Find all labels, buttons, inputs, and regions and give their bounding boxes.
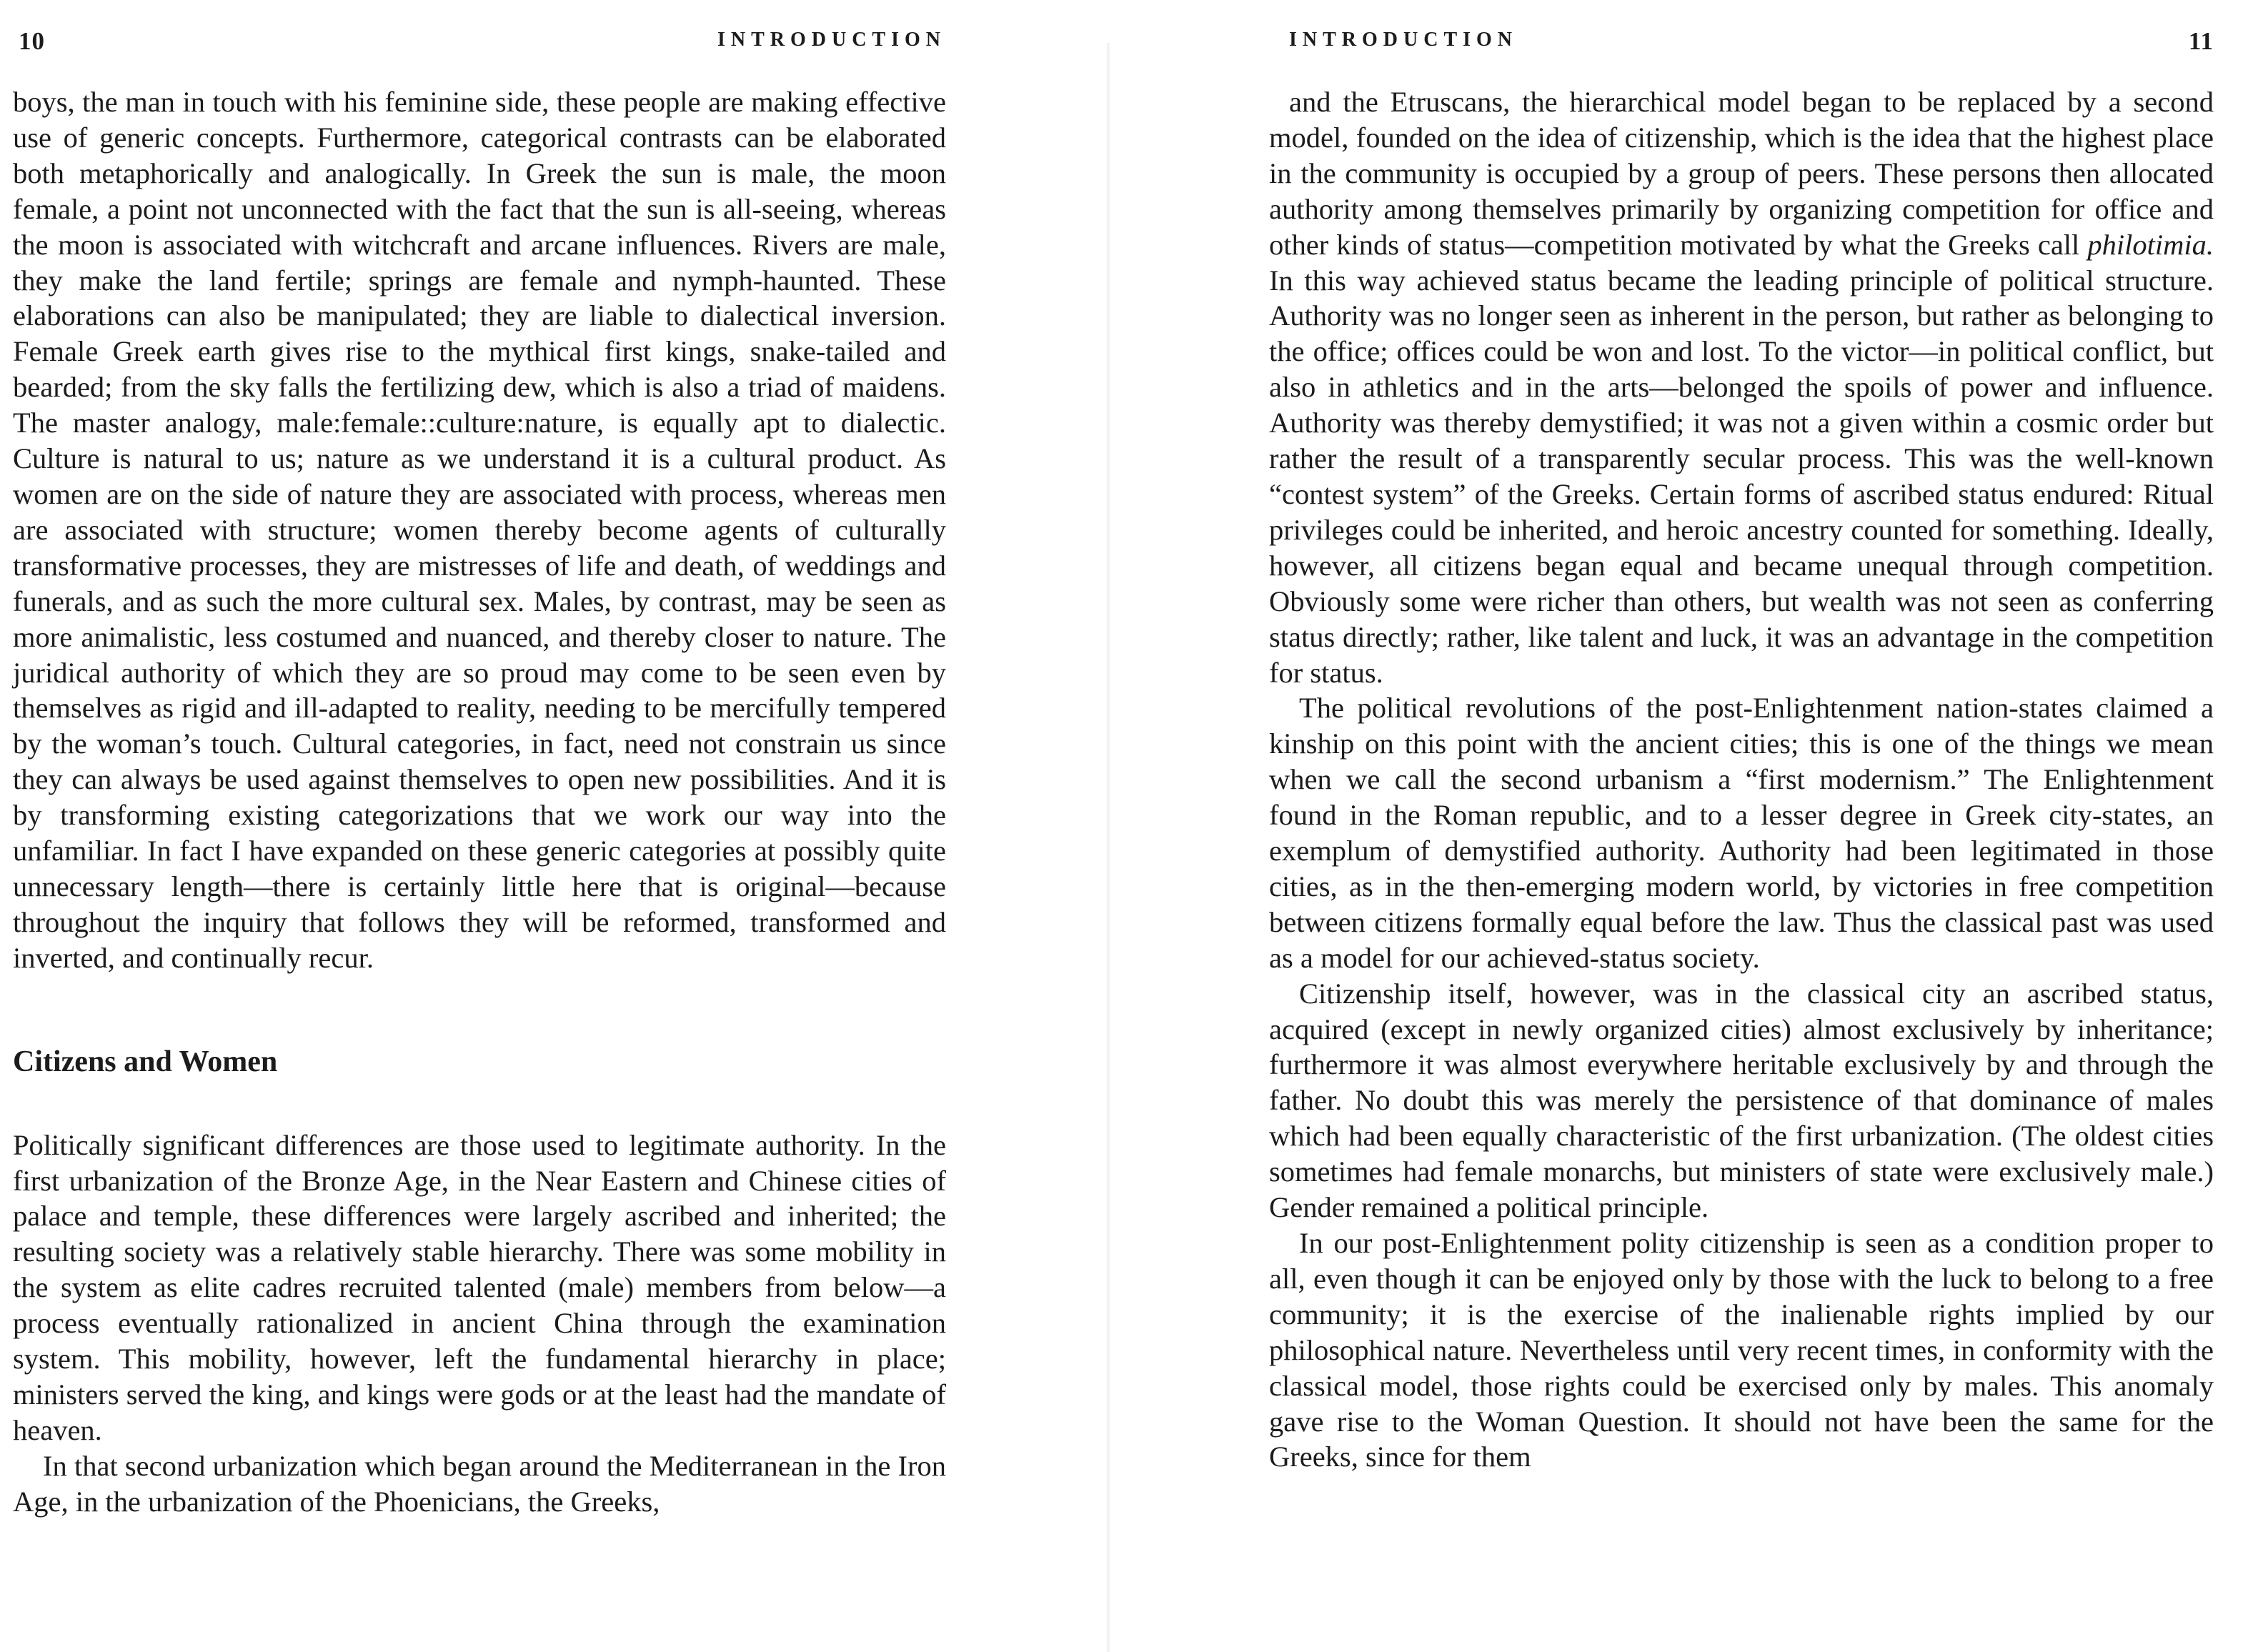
right-running-head [1269,0,2214,84]
paragraph: Citizenship itself, however, was in the classical city an ascribed status, acquired (except in newly organized cities) almost exclusively by inheritance; furthermore it was almost everywhere heritable exclusively by and through the father. No doubt this was merely the persistence of that dominance of males which had been equally characteristic of the first urbanization. (The oldest cities sometimes had female monarchs, but ministers of state were exclusively male.) Gender remained a political principle. [1269,977,2214,1224]
running-head-title: INTRODUCTION [1289,29,1518,51]
book-gutter [1106,43,1110,1652]
italic-term: philotimia. [2087,228,2214,261]
page-number: 11 [2188,27,2214,55]
running-head-title: INTRODUCTION [717,29,946,51]
left-page [13,0,946,1652]
paragraph: In our post-Enlightenment polity citizenship is seen as a condition proper to all, even though it can be enjoyed only by those with the luck to belong to a free community; it is the exercise of the inalienable rights implied by our philosophical nature. Nevertheless until very recent times, in conformity with the classical model, those rights could be exercised only by males. This anomaly gave rise to the Woman Question. It should not have been the same for the Greeks, since for them [1269,1227,2214,1473]
paragraph: The political revolutions of the post-Enlightenment nation-states claimed a kinship on this point with the ancient cities; this is one of the things we mean when we call the second urbanism a “first modernism.” The Enlightenment found in the Roman republic, and to a lesser degree in Greek city-states, an exemplum of demystified authority. Authority had been legitimated in those cities, as in the then-emerging modern world, by victories in free competition between citizens formally equal before the law. Thus the classical past was used as a model for our achieved-status society. [1269,692,2214,974]
paragraph-text: and the Etruscans, the hierarchical model began to be replaced by a second model, founded on the idea of citizenship, which is the idea that the highest place in the community is occupied by a group of peers. These persons then allocated authority among themselves primarily by organizing competition for office and other kinds of status—competition motivated by what the Greeks call [1269,86,2214,261]
paragraph-text: In this way achieved status became the leading principle of political structure. Authority was no longer seen as inherent in the person, but rather as belonging to the office; offices could be won and lost. To the victor—in political conflict, but also in athletics and in the arts—belonged the spoils of power and influence. Authority was thereby demystified; it was not a given within a cosmic order but rather the result of a transparently secular process. This was the well-known “contest system” of the Greeks. Certain forms of ascribed status endured: Ritual privileges could be inherited, and heroic ancestry counted for something. Ideally, however, all citizens began equal and became unequal through competition. Obviously some were richer than others, but wealth was not seen as conferring status directly; rather, like talent and luck, it was an advantage in the competition for status. [1269,264,2214,689]
section-heading: Citizens and Women [13,1045,278,1078]
page-number: 10 [19,27,45,55]
right-page [1269,0,2214,1652]
paragraph: boys, the man in touch with his feminine side, these people are making effective use of generic concepts. Furthermore, categorical contrasts can be elaborated both metaphorically and analogically. In Greek the sun is male, the moon female, a point not unconnected with the fact that the sun is all-seeing, whereas the moon is associated with witchcraft and arcane influences. Rivers are male, they make the land fertile; springs are female and nymph-haunted. These elaborations can also be manipulated; they are liable to dialectical inversion. Female Greek earth gives rise to the mythical first kings, snake-tailed and bearded; from the sky falls the fertilizing dew, which is also a triad of maidens. The master analogy, male:female::culture:nature, is equally apt to dialectic. Culture is natural to us; nature as we understand it is a cultural product. As women are on the side of nature they are associated with process, whereas men are associated with structure; women thereby become agents of culturally transformative processes, they are mistresses of life and death, of weddings and funerals, and as such the more cultural sex. Males, by contrast, may be seen as more animalistic, less costumed and nuanced, and thereby closer to nature. The juridical authority of which they are so proud may come to be seen even by themselves as rigid and ill-adapted to reality, needing to be mercifully tempered by the woman’s touch. Cultural categories, in fact, need not constrain us since they can always be used against themselves to open new possibilities. And it is by transforming existing categorizations that we work our way into the unfamiliar. In fact I have expanded on these generic categories at possibly quite unnecessary length—there is certainly little here that is original—because throughout the inquiry that follows they will be reformed, transformed and inverted, and continually recur. [13,86,946,974]
left-running-head [13,0,946,84]
paragraph: Politically significant differences are those used to legitimate authority. In the first urbanization of the Bronze Age, in the Near Eastern and Chinese cities of palace and temple, these differences were largely ascribed and inherited; the resulting society was a relatively stable hierarchy. There was some mobility in the system as elite cadres recruited talented (male) members from below—a process eventually rationalized in ancient China through the examination system. This mobility, however, left the fundamental hierarchy in place; ministers served the king, and kings were gods or at the least had the mandate of heaven. [13,1128,946,1446]
paragraph [1269,84,2214,690]
paragraph: In that second urbanization which began around the Mediterranean in the Iron Age, in the urbanization of the Phoenicians, the Greeks, [13,1449,946,1518]
